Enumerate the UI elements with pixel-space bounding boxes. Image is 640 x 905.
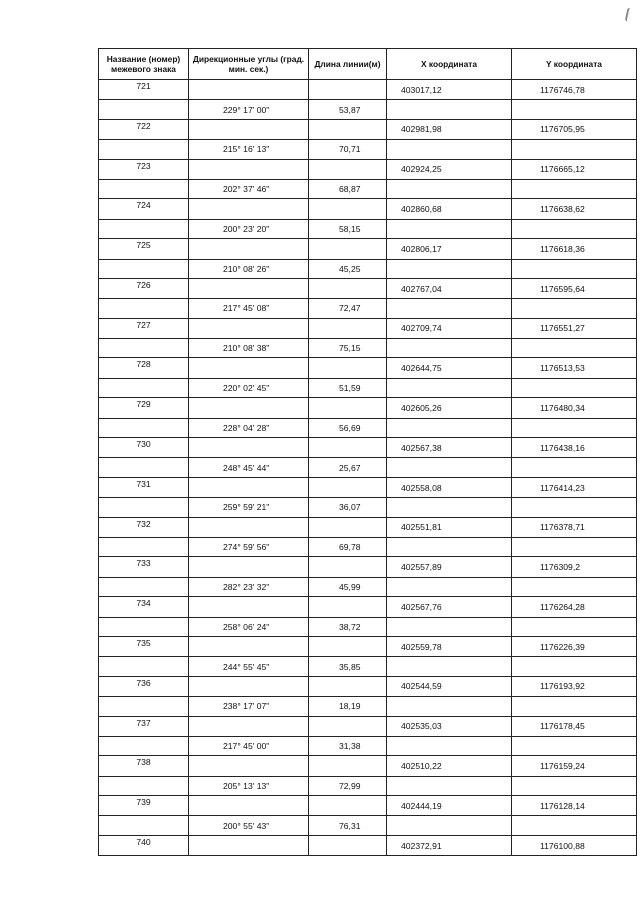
empty-y-cell xyxy=(512,776,637,795)
table-row-segment xyxy=(99,697,637,716)
empty-name-cell xyxy=(99,299,189,318)
y-coordinate-cell: 1176513,53 xyxy=(512,358,637,378)
line-length-cell: 72,47 xyxy=(309,299,387,318)
x-coordinate-cell: 402860,68 xyxy=(387,199,512,219)
empty-name-cell xyxy=(99,537,189,556)
empty-length-cell xyxy=(309,318,387,338)
empty-angle-cell xyxy=(189,636,309,656)
empty-x-cell xyxy=(387,179,512,198)
line-length-cell: 75,15 xyxy=(309,339,387,358)
x-coordinate-cell: 402767,04 xyxy=(387,278,512,298)
y-coordinate-cell: 1176746,78 xyxy=(512,80,637,100)
y-coordinate-cell: 1176193,92 xyxy=(512,676,637,696)
empty-length-cell xyxy=(309,80,387,100)
empty-x-cell xyxy=(387,617,512,636)
table-header-row xyxy=(99,49,637,80)
empty-length-cell xyxy=(309,517,387,537)
x-coordinate-cell: 402558,08 xyxy=(387,477,512,497)
point-name-cell: 724 xyxy=(99,199,189,219)
line-length-cell: 36,07 xyxy=(309,498,387,517)
empty-length-cell xyxy=(309,278,387,298)
line-length-cell: 72,99 xyxy=(309,776,387,795)
direction-angle-cell: 282° 23' 32" xyxy=(189,577,309,596)
x-coordinate-cell: 402535,03 xyxy=(387,716,512,736)
direction-angle-cell: 202° 37' 46" xyxy=(189,179,309,198)
empty-x-cell xyxy=(387,418,512,437)
direction-angle-cell: 220° 02' 45" xyxy=(189,378,309,397)
direction-angle-cell: 259° 59' 21" xyxy=(189,498,309,517)
point-name-cell: 726 xyxy=(99,278,189,298)
y-coordinate-cell: 1176595,64 xyxy=(512,278,637,298)
table-row-segment xyxy=(99,736,637,755)
table-row-point xyxy=(99,716,637,736)
empty-x-cell xyxy=(387,776,512,795)
empty-length-cell xyxy=(309,159,387,179)
empty-length-cell xyxy=(309,835,387,855)
table-row-point xyxy=(99,199,637,219)
empty-length-cell xyxy=(309,597,387,617)
direction-angle-cell: 200° 23' 20" xyxy=(189,219,309,238)
empty-x-cell xyxy=(387,100,512,119)
direction-angle-cell: 258° 06' 24" xyxy=(189,617,309,636)
empty-x-cell xyxy=(387,577,512,596)
header-x: X координата xyxy=(387,49,512,80)
empty-x-cell xyxy=(387,458,512,477)
table-row-segment xyxy=(99,816,637,835)
y-coordinate-cell: 1176665,12 xyxy=(512,159,637,179)
table-row-point xyxy=(99,159,637,179)
y-coordinate-cell: 1176618,36 xyxy=(512,239,637,259)
empty-angle-cell xyxy=(189,80,309,100)
empty-angle-cell xyxy=(189,835,309,855)
empty-y-cell xyxy=(512,179,637,198)
empty-angle-cell xyxy=(189,477,309,497)
point-name-cell: 740 xyxy=(99,835,189,855)
empty-x-cell xyxy=(387,378,512,397)
empty-name-cell xyxy=(99,776,189,795)
y-coordinate-cell: 1176264,28 xyxy=(512,597,637,617)
header-angle: Дирекционные углы (град. мин. сек.) xyxy=(189,49,309,80)
empty-length-cell xyxy=(309,636,387,656)
direction-angle-cell: 244° 55' 45" xyxy=(189,657,309,676)
point-name-cell: 728 xyxy=(99,358,189,378)
direction-angle-cell: 228° 04' 28" xyxy=(189,418,309,437)
empty-name-cell xyxy=(99,657,189,676)
line-length-cell: 45,99 xyxy=(309,577,387,596)
empty-y-cell xyxy=(512,219,637,238)
point-name-cell: 727 xyxy=(99,318,189,338)
point-name-cell: 731 xyxy=(99,477,189,497)
line-length-cell: 31,38 xyxy=(309,736,387,755)
table-row-point xyxy=(99,796,637,816)
empty-angle-cell xyxy=(189,756,309,776)
empty-angle-cell xyxy=(189,199,309,219)
empty-x-cell xyxy=(387,219,512,238)
table-row-point xyxy=(99,438,637,458)
table-row-segment xyxy=(99,140,637,159)
empty-length-cell xyxy=(309,239,387,259)
empty-name-cell xyxy=(99,577,189,596)
point-name-cell: 739 xyxy=(99,796,189,816)
empty-name-cell xyxy=(99,697,189,716)
y-coordinate-cell: 1176128,14 xyxy=(512,796,637,816)
table-row-point xyxy=(99,636,637,656)
x-coordinate-cell: 402806,17 xyxy=(387,239,512,259)
line-length-cell: 56,69 xyxy=(309,418,387,437)
direction-angle-cell: 215° 16' 13" xyxy=(189,140,309,159)
x-coordinate-cell: 402981,98 xyxy=(387,119,512,139)
point-name-cell: 732 xyxy=(99,517,189,537)
table-row-segment xyxy=(99,299,637,318)
empty-angle-cell xyxy=(189,398,309,418)
direction-angle-cell: 200° 55' 43" xyxy=(189,816,309,835)
line-length-cell: 69,78 xyxy=(309,537,387,556)
y-coordinate-cell: 1176638,62 xyxy=(512,199,637,219)
table-row-segment xyxy=(99,776,637,795)
empty-name-cell xyxy=(99,100,189,119)
empty-name-cell xyxy=(99,418,189,437)
table-body xyxy=(99,80,637,856)
x-coordinate-cell: 402567,38 xyxy=(387,438,512,458)
empty-y-cell xyxy=(512,259,637,278)
empty-y-cell xyxy=(512,577,637,596)
empty-length-cell xyxy=(309,119,387,139)
line-length-cell: 58,15 xyxy=(309,219,387,238)
empty-angle-cell xyxy=(189,278,309,298)
x-coordinate-cell: 402605,26 xyxy=(387,398,512,418)
empty-length-cell xyxy=(309,796,387,816)
empty-length-cell xyxy=(309,756,387,776)
y-coordinate-cell: 1176378,71 xyxy=(512,517,637,537)
empty-x-cell xyxy=(387,816,512,835)
empty-angle-cell xyxy=(189,358,309,378)
header-length: Длина линии(м) xyxy=(309,49,387,80)
x-coordinate-cell: 402709,74 xyxy=(387,318,512,338)
empty-y-cell xyxy=(512,657,637,676)
line-length-cell: 45,25 xyxy=(309,259,387,278)
empty-name-cell xyxy=(99,458,189,477)
corner-scan-mark xyxy=(625,7,636,22)
x-coordinate-cell: 402644,75 xyxy=(387,358,512,378)
empty-y-cell xyxy=(512,140,637,159)
empty-y-cell xyxy=(512,100,637,119)
x-coordinate-cell: 402444,19 xyxy=(387,796,512,816)
table-row-point xyxy=(99,119,637,139)
direction-angle-cell: 217° 45' 08" xyxy=(189,299,309,318)
line-length-cell: 70,71 xyxy=(309,140,387,159)
empty-name-cell xyxy=(99,617,189,636)
table-row-point xyxy=(99,557,637,577)
empty-angle-cell xyxy=(189,159,309,179)
point-name-cell: 733 xyxy=(99,557,189,577)
empty-x-cell xyxy=(387,736,512,755)
point-name-cell: 721 xyxy=(99,80,189,100)
table-row-point xyxy=(99,278,637,298)
empty-name-cell xyxy=(99,816,189,835)
empty-name-cell xyxy=(99,498,189,517)
empty-y-cell xyxy=(512,697,637,716)
empty-name-cell xyxy=(99,259,189,278)
line-length-cell: 18,19 xyxy=(309,697,387,716)
table-row-segment xyxy=(99,657,637,676)
x-coordinate-cell: 402372,91 xyxy=(387,835,512,855)
empty-angle-cell xyxy=(189,557,309,577)
point-name-cell: 725 xyxy=(99,239,189,259)
empty-name-cell xyxy=(99,736,189,755)
empty-y-cell xyxy=(512,537,637,556)
line-length-cell: 53,87 xyxy=(309,100,387,119)
table-row-segment xyxy=(99,577,637,596)
y-coordinate-cell: 1176309,2 xyxy=(512,557,637,577)
empty-y-cell xyxy=(512,418,637,437)
line-length-cell: 76,31 xyxy=(309,816,387,835)
y-coordinate-cell: 1176100,88 xyxy=(512,835,637,855)
empty-y-cell xyxy=(512,617,637,636)
empty-y-cell xyxy=(512,458,637,477)
x-coordinate-cell: 402510,22 xyxy=(387,756,512,776)
point-name-cell: 737 xyxy=(99,716,189,736)
table-row-point xyxy=(99,517,637,537)
table-row-segment xyxy=(99,259,637,278)
empty-angle-cell xyxy=(189,239,309,259)
table-row-segment xyxy=(99,179,637,198)
point-name-cell: 738 xyxy=(99,756,189,776)
point-name-cell: 723 xyxy=(99,159,189,179)
empty-angle-cell xyxy=(189,716,309,736)
table-row-segment xyxy=(99,219,637,238)
point-name-cell: 730 xyxy=(99,438,189,458)
table-row-segment xyxy=(99,100,637,119)
table-row-point xyxy=(99,318,637,338)
point-name-cell: 735 xyxy=(99,636,189,656)
empty-angle-cell xyxy=(189,676,309,696)
direction-angle-cell: 274° 59' 56" xyxy=(189,537,309,556)
table-row-point xyxy=(99,398,637,418)
point-name-cell: 729 xyxy=(99,398,189,418)
table-row-segment xyxy=(99,617,637,636)
line-length-cell: 25,67 xyxy=(309,458,387,477)
table-row-segment xyxy=(99,339,637,358)
empty-angle-cell xyxy=(189,517,309,537)
direction-angle-cell: 229° 17' 00" xyxy=(189,100,309,119)
table-row-point xyxy=(99,80,637,100)
y-coordinate-cell: 1176551,27 xyxy=(512,318,637,338)
empty-length-cell xyxy=(309,557,387,577)
empty-length-cell xyxy=(309,716,387,736)
empty-length-cell xyxy=(309,398,387,418)
empty-x-cell xyxy=(387,259,512,278)
empty-name-cell xyxy=(99,378,189,397)
empty-y-cell xyxy=(512,498,637,517)
point-name-cell: 722 xyxy=(99,119,189,139)
empty-y-cell xyxy=(512,378,637,397)
empty-length-cell xyxy=(309,477,387,497)
direction-angle-cell: 205° 13' 13" xyxy=(189,776,309,795)
point-name-cell: 734 xyxy=(99,597,189,617)
empty-y-cell xyxy=(512,339,637,358)
line-length-cell: 68,87 xyxy=(309,179,387,198)
y-coordinate-cell: 1176226,39 xyxy=(512,636,637,656)
line-length-cell: 35,85 xyxy=(309,657,387,676)
boundary-coordinates-table xyxy=(98,48,637,856)
empty-name-cell xyxy=(99,219,189,238)
table-row-point xyxy=(99,358,637,378)
line-length-cell: 38,72 xyxy=(309,617,387,636)
direction-angle-cell: 217° 45' 00" xyxy=(189,736,309,755)
header-y: Y координата xyxy=(512,49,637,80)
table-row-segment xyxy=(99,498,637,517)
x-coordinate-cell: 402557,89 xyxy=(387,557,512,577)
empty-length-cell xyxy=(309,199,387,219)
table-row-segment xyxy=(99,378,637,397)
direction-angle-cell: 248° 45' 44" xyxy=(189,458,309,477)
empty-angle-cell xyxy=(189,597,309,617)
empty-x-cell xyxy=(387,537,512,556)
table-row-segment xyxy=(99,418,637,437)
header-name: Название (номер) межевого знака xyxy=(99,49,189,80)
table-row-point xyxy=(99,597,637,617)
empty-length-cell xyxy=(309,676,387,696)
direction-angle-cell: 210° 08' 26" xyxy=(189,259,309,278)
empty-angle-cell xyxy=(189,119,309,139)
y-coordinate-cell: 1176159,24 xyxy=(512,756,637,776)
y-coordinate-cell: 1176438,16 xyxy=(512,438,637,458)
x-coordinate-cell: 402924,25 xyxy=(387,159,512,179)
direction-angle-cell: 210° 08' 38" xyxy=(189,339,309,358)
empty-x-cell xyxy=(387,140,512,159)
x-coordinate-cell: 402567,76 xyxy=(387,597,512,617)
direction-angle-cell: 238° 17' 07" xyxy=(189,697,309,716)
table-row-point xyxy=(99,676,637,696)
table-row-point xyxy=(99,835,637,855)
line-length-cell: 51,59 xyxy=(309,378,387,397)
table-row-segment xyxy=(99,458,637,477)
y-coordinate-cell: 1176178,45 xyxy=(512,716,637,736)
table-row-point xyxy=(99,756,637,776)
table-row-point xyxy=(99,477,637,497)
table-row-segment xyxy=(99,537,637,556)
y-coordinate-cell: 1176480,34 xyxy=(512,398,637,418)
empty-y-cell xyxy=(512,816,637,835)
empty-length-cell xyxy=(309,438,387,458)
x-coordinate-cell: 402544,59 xyxy=(387,676,512,696)
x-coordinate-cell: 402551,81 xyxy=(387,517,512,537)
empty-name-cell xyxy=(99,179,189,198)
empty-x-cell xyxy=(387,299,512,318)
point-name-cell: 736 xyxy=(99,676,189,696)
empty-y-cell xyxy=(512,299,637,318)
empty-x-cell xyxy=(387,498,512,517)
y-coordinate-cell: 1176414,23 xyxy=(512,477,637,497)
table-row-point xyxy=(99,239,637,259)
x-coordinate-cell: 403017,12 xyxy=(387,80,512,100)
empty-length-cell xyxy=(309,358,387,378)
empty-y-cell xyxy=(512,736,637,755)
empty-angle-cell xyxy=(189,438,309,458)
empty-angle-cell xyxy=(189,318,309,338)
x-coordinate-cell: 402559,78 xyxy=(387,636,512,656)
y-coordinate-cell: 1176705,95 xyxy=(512,119,637,139)
empty-x-cell xyxy=(387,339,512,358)
empty-angle-cell xyxy=(189,796,309,816)
empty-x-cell xyxy=(387,657,512,676)
empty-name-cell xyxy=(99,140,189,159)
empty-name-cell xyxy=(99,339,189,358)
empty-x-cell xyxy=(387,697,512,716)
